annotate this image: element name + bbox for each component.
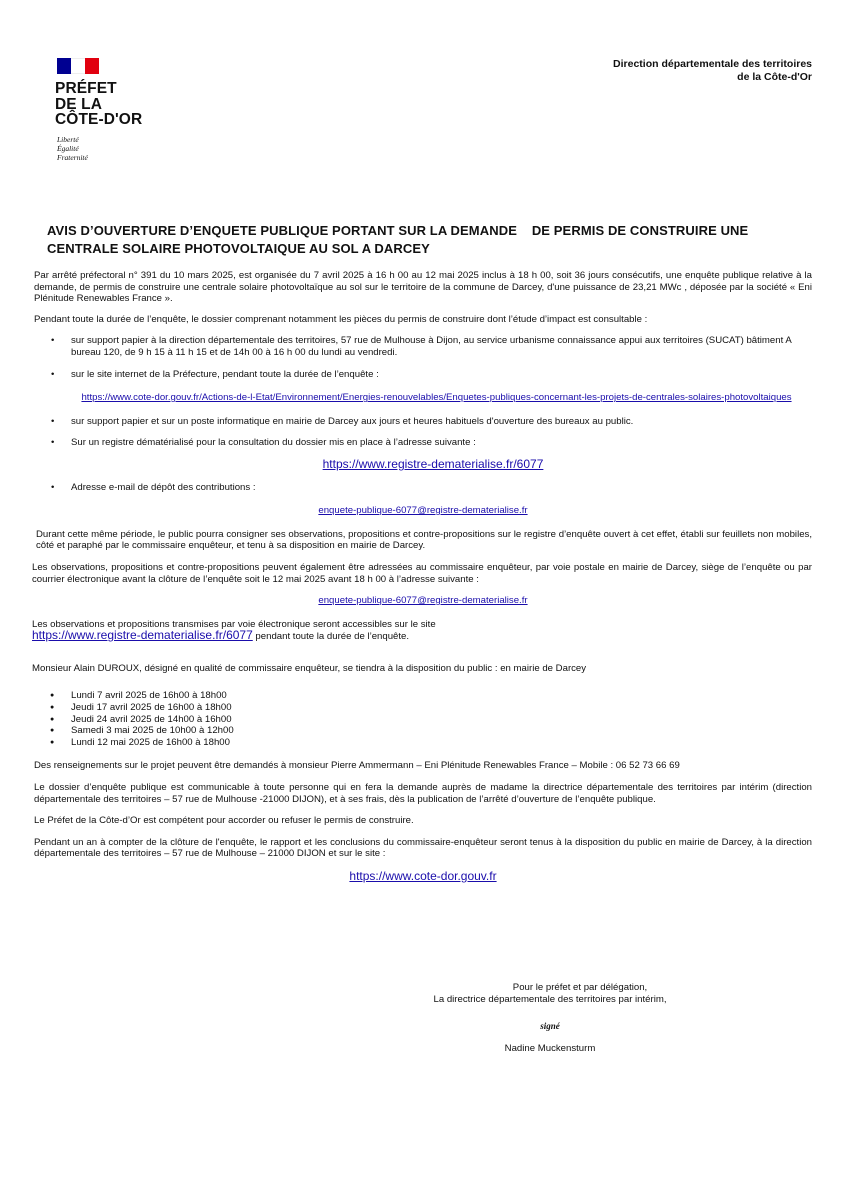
paragraph-arrete: Par arrêté préfectoral n° 391 du 10 mars 2025, est organisée du 7 avril 2025 à 16 h 00 au 12 mai 2025 inclus à 18 h 00, soit 36 jours consécutifs, une enquête publique relative à la demande, de permis de construire une centrale solaire photovoltaïque au sol sur le territoire de la commune de Darcey, d'une puissance de 23,21 MWc , déposée par la société « Eni Plénitude Renewables France ».: [34, 270, 812, 305]
signature-signed: signé: [540, 1021, 560, 1032]
bullet-ddt: [34, 335, 812, 358]
cote-dor-link[interactable]: https://www.cote-dor.gouv.fr: [349, 869, 497, 883]
email-link-1[interactable]: enquete-publique-6077@registre-dematerialise.fr: [318, 505, 528, 517]
paragraph-communicable: Le dossier d’enquête publique est communicable à toute personne qui en fera la demande auprès de madame la directrice départementale des territoires par intérim (direction départementale des territoires – 57 rue de Mulhouse -21000 DIJON), et à ses frais, dès la publication de l’arrêté d’ouverture de l’enquête publique.: [34, 782, 812, 805]
email-link-2[interactable]: enquete-publique-6077@registre-dematerialise.fr: [318, 595, 528, 607]
direction-line2: de la Côte-d'Or: [737, 71, 812, 83]
permanences-list: [34, 690, 812, 748]
prefecture-link[interactable]: https://www.cote-dor.gouv.fr/Actions-de-l-Etat/Environnement/Energies-renouvelables/Enquetes-publiques-concernant-les-projets-de-centrales-solaires-photovoltaiques: [81, 392, 792, 404]
registre-link-2[interactable]: https://www.registre-dematerialise.fr/6077: [32, 628, 253, 643]
paragraph-registre-papier: Durant cette même période, le public pourra consigner ses observations, propositions et contre-propositions sur le registre d’enquête ouvert à cet effet, établi sur feuillets non mobiles, côté et paraphé par le commissaire enquêteur, et tenu à sa disposition en mairie de Darcey.: [36, 528, 812, 552]
paragraph-renseignements: Des renseignements sur le projet peuvent être demandés à monsieur Pierre Ammermann – Eni Plénitude Renewables France – Mobile : 06 52 73 66 69: [34, 760, 680, 772]
bullet-registre: [34, 437, 812, 449]
title-line1: AVIS D’OUVERTURE D’ENQUETE PUBLIQUE PORTANT SUR LA DEMANDE DE PERMIS DE CONSTRUIRE UNE: [47, 223, 749, 238]
marianne-flag-icon: [57, 58, 99, 74]
bullet-email-text: Adresse e-mail de dépôt des contributions :: [71, 481, 256, 493]
signature-name: Nadine Muckensturm: [504, 1042, 596, 1054]
paragraph-electronique-line1: Les observations et propositions transmises par voie électronique seront accessibles sur le site: [32, 618, 436, 630]
paragraph-consultation: Pendant toute la durée de l’enquête, le dossier comprenant notamment les pièces du permis de construire dont l’étude d’impact est consultable :: [34, 313, 648, 325]
bullet-ddt-text: sur support papier à la direction départementale des territoires, 57 rue de Mulhouse à Dijon, au service urbanisme connaissance appui aux territoires (SUCAT) bâtiment A bureau 120, de 9 h 15 à 11 h 15 et de 14h 00 à 16 h 00 du lundi au vendredi.: [71, 335, 792, 358]
bullet-email: [34, 482, 812, 494]
bullet-mairie: [34, 416, 812, 428]
direction-line1: Direction départementale des territoires: [613, 58, 812, 70]
prefet-logo: [55, 58, 165, 162]
bullet-prefecture: [34, 369, 812, 381]
devise-egalite: Égalité: [57, 143, 79, 153]
title-line2: CENTRALE SOLAIRE PHOTOVOLTAIQUE AU SOL A DARCEY: [47, 241, 430, 256]
bullet-prefecture-text: sur le site internet de la Préfecture, pendant toute la durée de l’enquête :: [71, 368, 379, 380]
bullet-registre-text: Sur un registre dématérialisé pour la consultation du dossier mis en place à l’adresse suivante :: [71, 437, 476, 449]
signature-block: [360, 982, 740, 1054]
paragraph-competence: Le Préfet de la Côte-d’Or est compétent pour accorder ou refuser le permis de construire.: [34, 815, 414, 827]
signature-line2: La directrice départementale des territoires par intérim,: [433, 993, 667, 1005]
paragraph-electronique-suffix: pendant toute la durée de l’enquête.: [252, 631, 410, 643]
logo-text: [55, 81, 165, 128]
header-direction: [613, 58, 812, 84]
bullet-mairie-text: sur support papier et sur un poste informatique en mairie de Darcey aux jours et heures habituels d'ouverture des bureaux au public.: [71, 415, 634, 427]
registre-link[interactable]: https://www.registre-dematerialise.fr/6077: [322, 456, 544, 471]
logo-devise: [57, 135, 165, 162]
signature-line1: Pour le préfet et par délégation,: [512, 982, 648, 993]
logo-line3: CÔTE-D'OR: [55, 111, 143, 128]
logo-line1: PRÉFET: [55, 80, 117, 97]
paragraph-voie-postale: Les observations, propositions et contre-propositions peuvent également être adressées au commissaire enquêteur, par voie postale en mairie de Darcey, siège de l’enquête ou par courrier électronique avant la clôture de l’enquête soit le 12 mai 2025 avant 18 h 00 à l’adresse suivante :: [32, 561, 812, 585]
logo-line2: DE LA: [55, 95, 102, 113]
permanence-item: ● Lundi 7 avril 2025 de 16h00 à 18h00: [34, 690, 812, 702]
permanence-item: ● Samedi 3 mai 2025 de 10h00 à 12h00: [34, 725, 812, 737]
page-title: [47, 222, 807, 258]
document-body: [34, 270, 812, 884]
devise-liberte: Liberté: [57, 134, 79, 144]
devise-fraternite: Fraternité: [57, 152, 88, 162]
permanence-item: ● Jeudi 17 avril 2025 de 16h00 à 18h00: [34, 702, 812, 714]
paragraph-rapport: Pendant un an à compter de la clôture de l'enquête, le rapport et les conclusions du commissaire-enquêteur seront tenus à la disposition du public en mairie de Darcey, à la direction départementale des territoires – 57 rue de Mulhouse – 21000 DIJON et sur le site :: [34, 836, 812, 860]
paragraph-electronique-line2: [32, 630, 812, 643]
paragraph-commissaire: Monsieur Alain DUROUX, désigné en qualité de commissaire enquêteur, se tiendra à la disposition du public : en mairie de Darcey: [32, 662, 587, 674]
permanence-item: ● Jeudi 24 avril 2025 de 14h00 à 16h00: [34, 714, 812, 726]
permanence-item: ● Lundi 12 mai 2025 de 16h00 à 18h00: [34, 737, 812, 749]
